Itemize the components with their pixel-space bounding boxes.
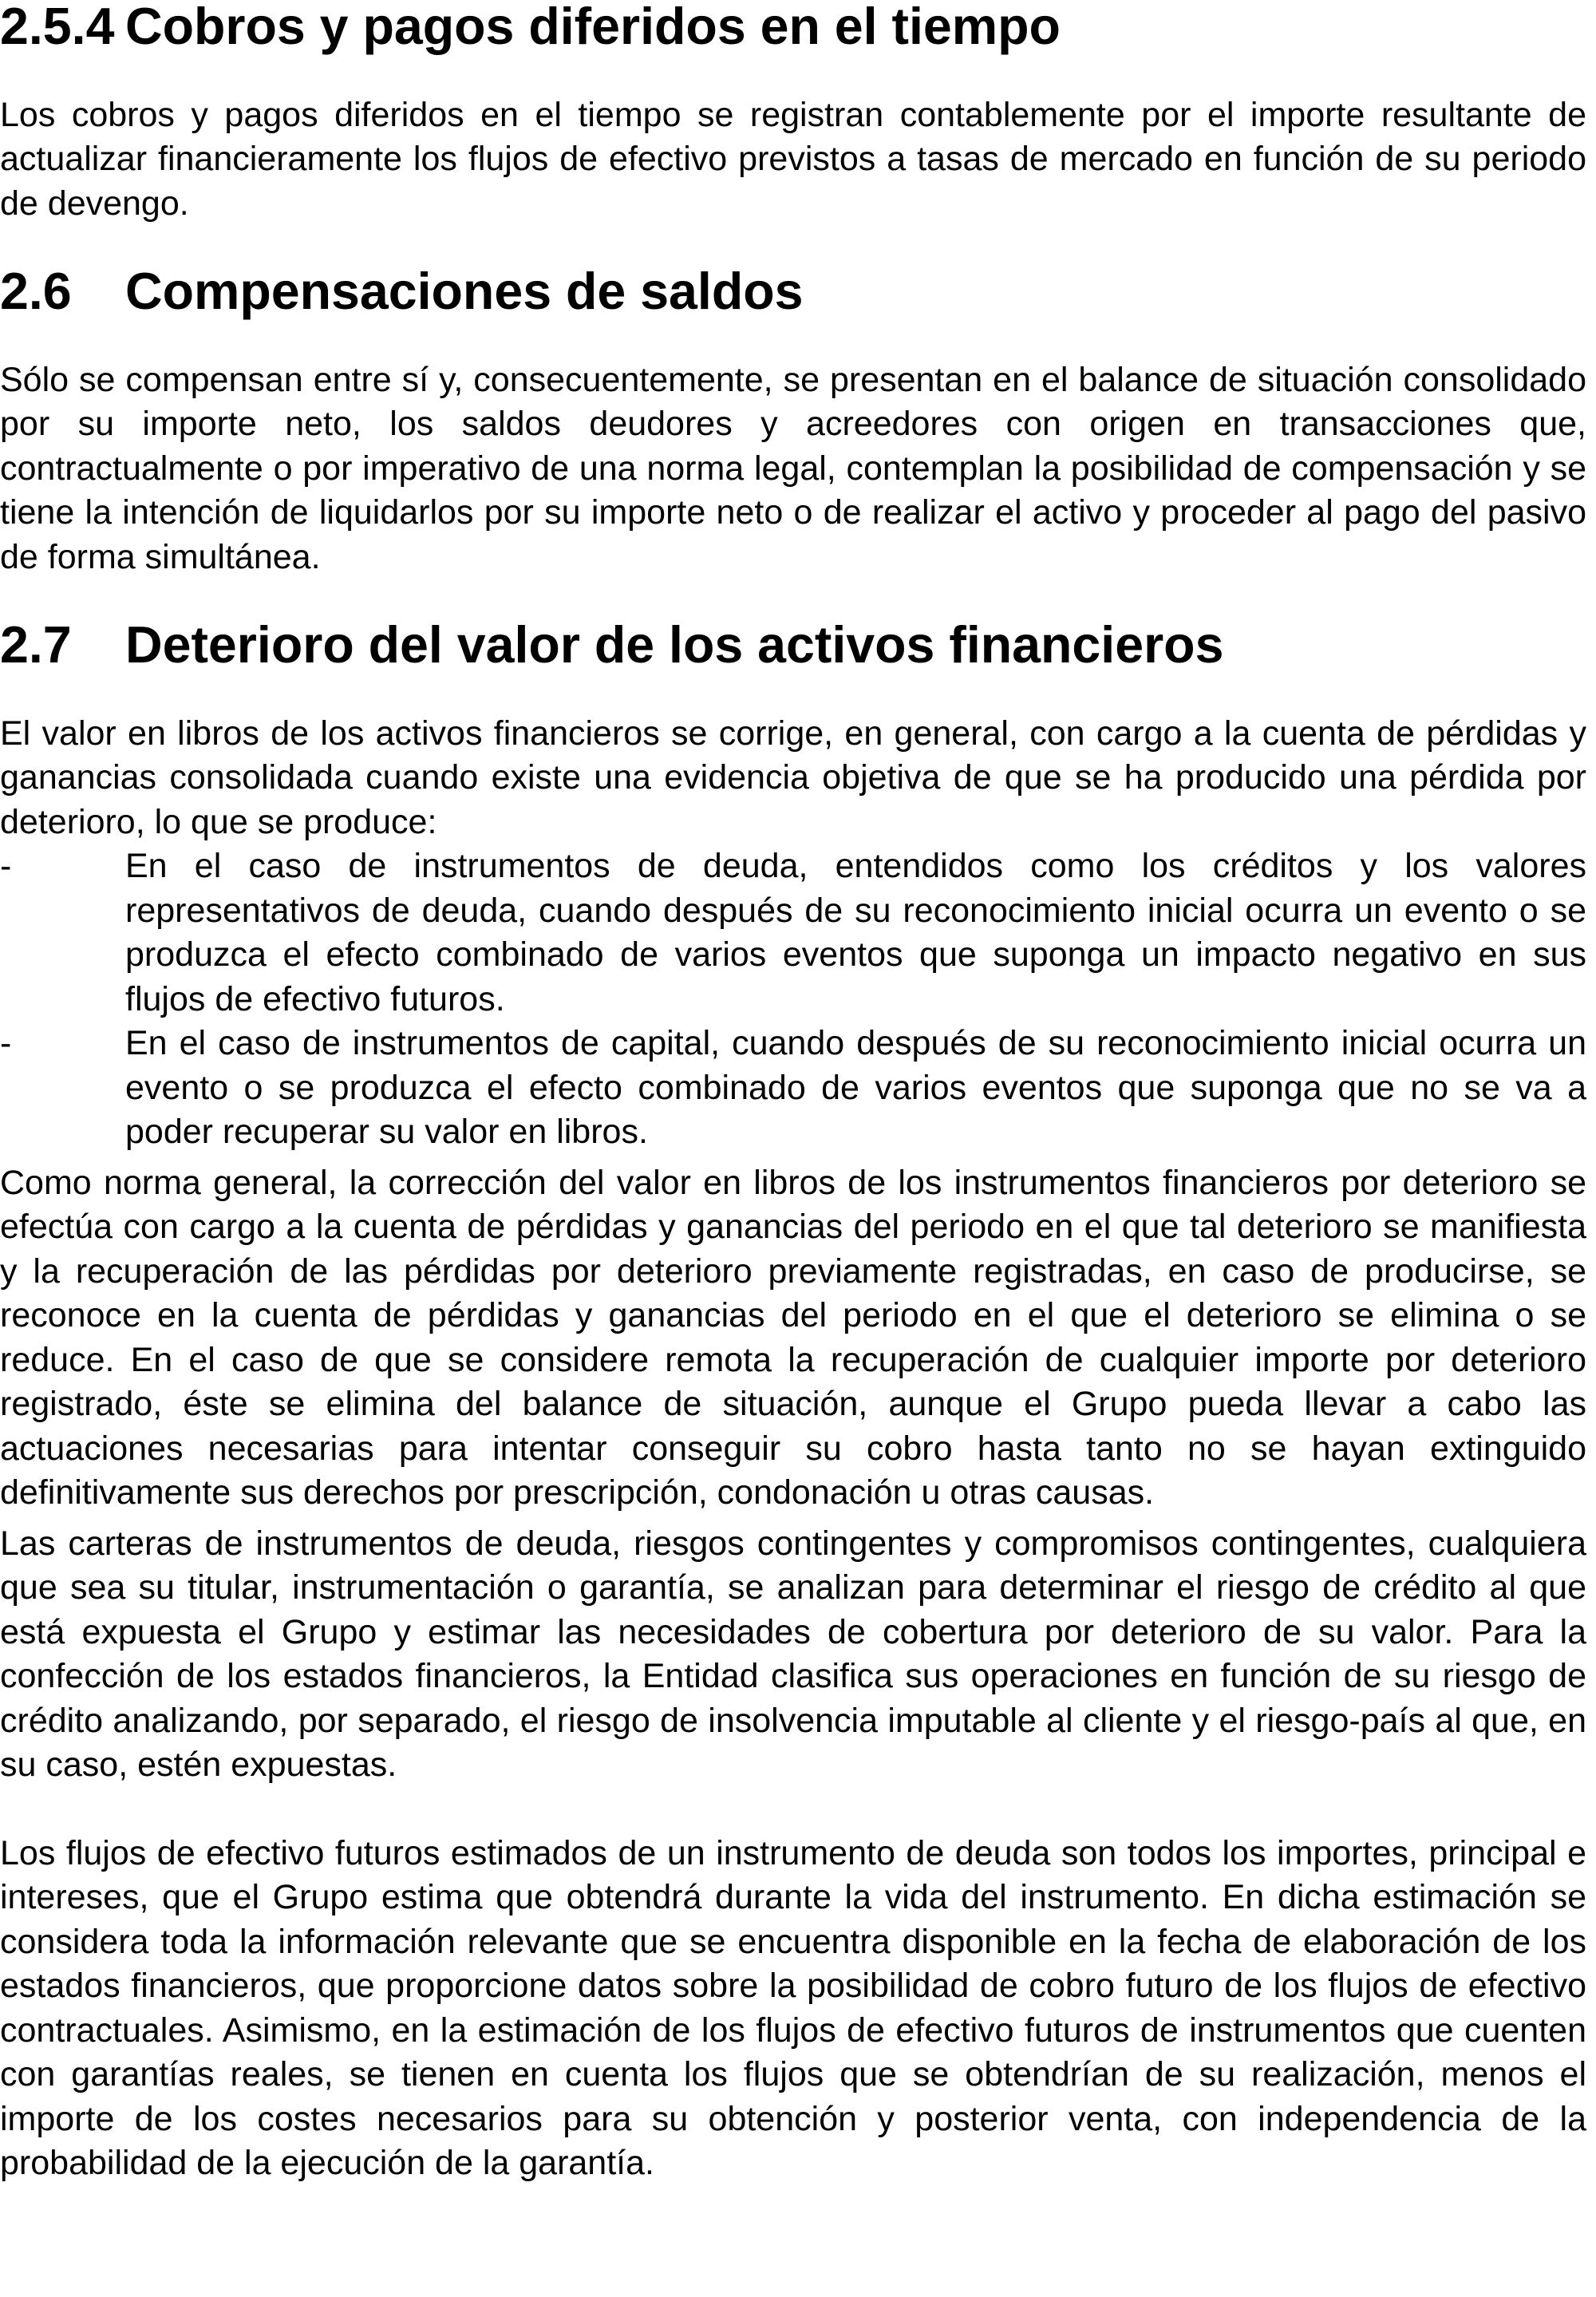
paragraph: Las carteras de instrumentos de deuda, riesgos contingentes y compromisos contingentes, cualquiera que sea su titular, instrumentación o garantía, se analizan para determinar el riesgo de crédito al que está expuesta el Grupo y estimar las necesidades de cobertura por deterioro de su valor. Para la confección de los estados financieros, la Entidad clasifica sus operaciones en función de su riesgo de crédito analizando, por separado, el riesgo de insolvencia imputable al cliente y el riesgo-país al que, en su caso, estén expuestas. (0, 1524, 1586, 1784)
list-item-text: En el caso de instrumentos de deuda, entendidos como los créditos y los valores representativos de deuda, cuando después de su reconocimiento inicial ocurra un evento o se produzca el efecto combinado de varios eventos que suponga un impacto negativo en sus flujos de efectivo futuros. (125, 847, 1586, 1018)
section-number: 2.6 (0, 263, 72, 320)
section-number: 2.7 (0, 616, 72, 674)
section-number: 2.5.4 (0, 0, 115, 55)
paragraph: Como norma general, la corrección del valor en libros de los instrumentos financieros por deterioro se efectúa con cargo a la cuenta de pérdidas y ganancias del periodo en el que tal deterioro se manifiesta y la recuperación de las pérdidas por deterioro previamente registradas, en caso de producirse, se reconoce en la cuenta de pérdidas y ganancias del periodo en el que el deterioro se elimina o se reduce. En el caso de que se considere remota la recuperación de cualquier importe por deterioro registrado, éste se elimina del balance de situación, aunque el Grupo pueda llevar a cabo las actuaciones necesarias para intentar conseguir su cobro hasta tanto no se hayan extinguido definitivamente sus derechos por prescripción, condonación u otras causas. (0, 1163, 1586, 1512)
section-heading-2-7 (0, 616, 1586, 674)
list-item (0, 1022, 1586, 1155)
list-item-text: En el caso de instrumentos de capital, cuando después de su reconocimiento inicial ocurra un evento o se produzca el efecto combinado de varios eventos que suponga que no se va a poder recuperar su valor en libros. (125, 1024, 1586, 1151)
section-title: Deterioro del valor de los activos financieros (125, 616, 1224, 674)
section-heading-2-5-4 (0, 0, 1586, 55)
bullet-dash: - (0, 847, 12, 885)
paragraph: Los flujos de efectivo futuros estimados de un instrumento de deuda son todos los importes, principal e intereses, que el Grupo estima que obtendrá durante la vida del instrumento. En dicha estimación se considera toda la información relevante que se encuentra disponible en la fecha de elaboración de los estados financieros, que proporcione datos sobre la posibilidad de cobro futuro de los flujos de efectivo contractuales. Asimismo, en la estimación de los flujos de efectivo futuros de instrumentos que cuenten con garantías reales, se tienen en cuenta los flujos que se obtendrían de su realización, menos el importe de los costes necesarios para su obtención y posterior venta, con independencia de la probabilidad de la ejecución de la garantía. (0, 1833, 1586, 2182)
section-title: Compensaciones de saldos (125, 263, 804, 320)
paragraph: Sólo se compensan entre sí y, consecuentemente, se presentan en el balance de situación consolidado por su importe neto, los saldos deudores y acreedores con origen en transacciones que, contractualmente o por imperativo de una norma legal, contemplan la posibilidad de compensación y se tiene la intención de liquidarlos por su importe neto o de realizar el activo y proceder al pago del pasivo de forma simultánea. (0, 360, 1586, 576)
bullet-dash: - (0, 1024, 12, 1062)
section-title: Cobros y pagos diferidos en el tiempo (125, 0, 1061, 55)
section-heading-2-6 (0, 263, 1586, 320)
paragraph: El valor en libros de los activos financieros se corrige, en general, con cargo a la cuenta de pérdidas y ganancias consolidada cuando existe una evidencia objetiva de que se ha producido una pérdida por deterioro, lo que se produce: (0, 714, 1586, 841)
paragraph: Los cobros y pagos diferidos en el tiempo se registran contablemente por el importe resultante de actualizar financieramente los flujos de efectivo previstos a tasas de mercado en función de su periodo de devengo. (0, 95, 1586, 223)
list-item (0, 844, 1586, 1022)
